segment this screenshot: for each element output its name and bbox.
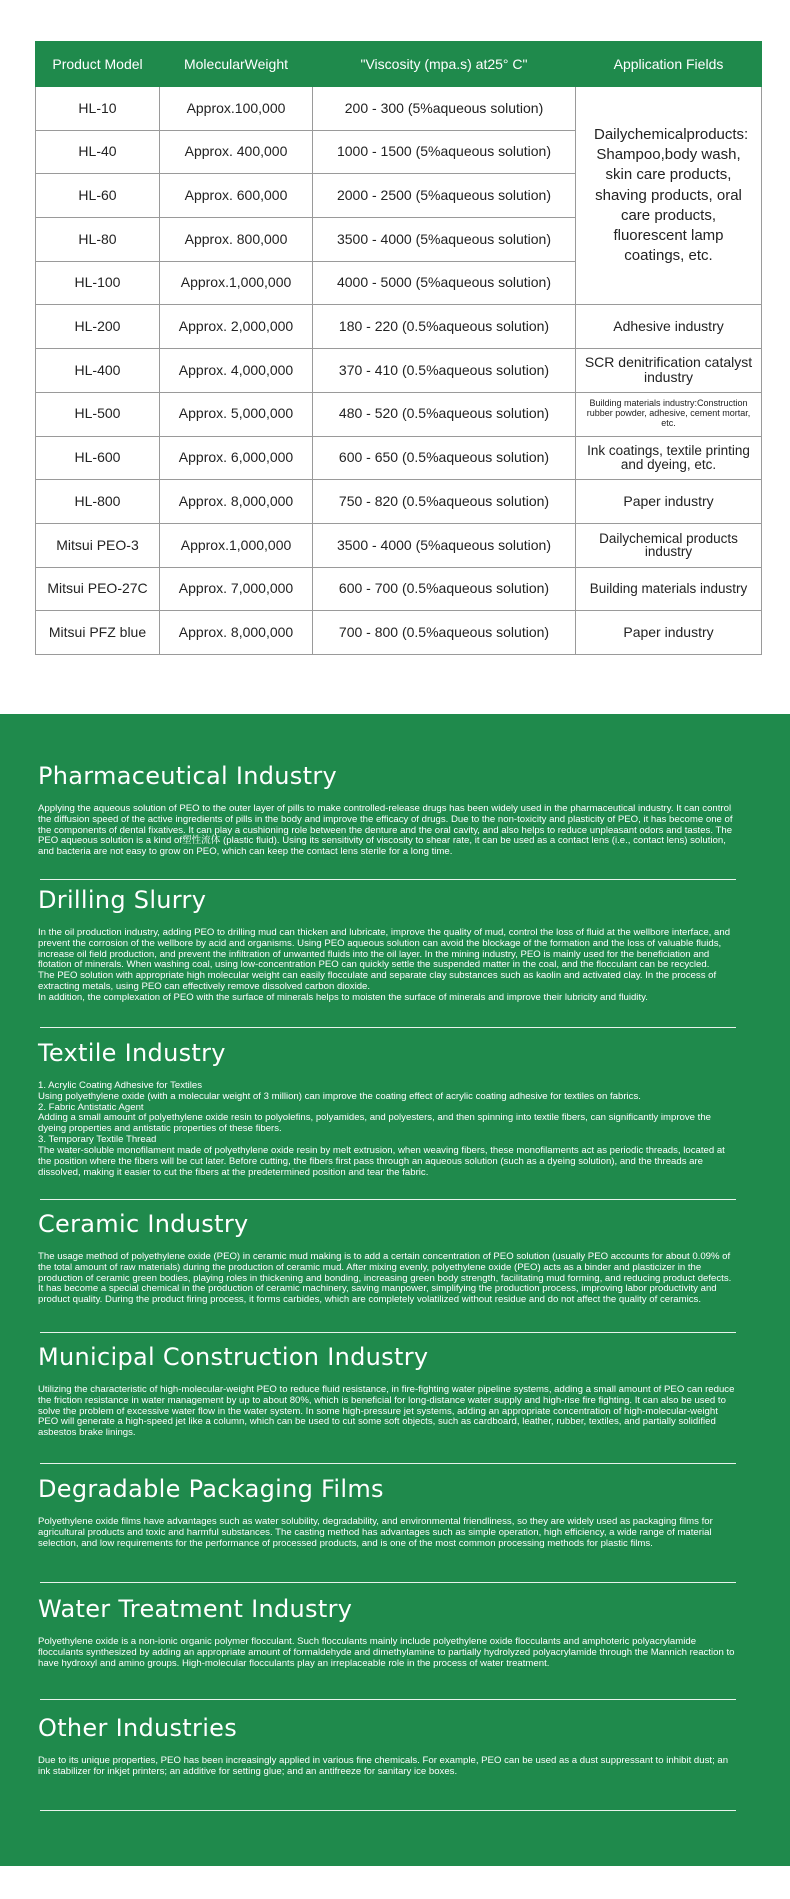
cell-weight: Approx. 6,000,000 (160, 436, 313, 480)
cell-weight: Approx. 7,000,000 (160, 567, 313, 611)
cell-model: HL-80 (36, 218, 160, 262)
cell-model: HL-500 (36, 392, 160, 436)
cell-weight: Approx. 8,000,000 (160, 611, 313, 655)
cell-application-merged: Dailychemicalproducts: Shampoo,body wash, skin care products, shaving products, oral care products, fluorescent lamp coatings, etc. (576, 87, 762, 305)
cell-model: Mitsui PEO-3 (36, 523, 160, 567)
section-title: Ceramic Industry (38, 1210, 249, 1238)
cell-weight: Approx.100,000 (160, 87, 313, 131)
cell-viscosity: 600 - 700 (0.5%aqueous solution) (313, 567, 576, 611)
section-divider (40, 1199, 736, 1200)
table-header-row (36, 42, 762, 87)
section-title: Drilling Slurry (38, 886, 207, 914)
applications-panel (0, 714, 790, 1866)
table-row (36, 392, 762, 436)
cell-model: HL-400 (36, 349, 160, 393)
section-divider (40, 1332, 736, 1333)
cell-model: HL-10 (36, 87, 160, 131)
cell-application: Building materials industry (576, 567, 762, 611)
cell-weight: Approx. 2,000,000 (160, 305, 313, 349)
section-divider (40, 1699, 736, 1700)
section-body: 1. Acrylic Coating Adhesive for Textiles Using polyethylene oxide (with a molecular weight of 3 million) can improve the coating effect of acrylic coating adhesive for textiles on fabrics. 2. Fabric Antistatic Agent Adding a small amount of polyethylene oxide resin to polyolefins, polyamides, and polyesters, and then spinning into textile fibers, can significantly improve the dyeing properties and antistatic properties of these fibers. 3. Temporary Textile Thread The water-soluble monofilament made of polyethylene oxide resin by melt extrusion, when weaving fibers, these monofilaments act as periodic threads, located at the position where the fibers will be cut later. Before cutting, the fibers first pass through an aqueous solution (such as a dyeing solution), and the threads are dissolved, making it easier to cut the fibers at the predetermined position and tear the fabric. (38, 1080, 725, 1178)
cell-viscosity: 2000 - 2500 (5%aqueous solution) (313, 174, 576, 218)
cell-weight: Approx.1,000,000 (160, 261, 313, 305)
product-table (35, 41, 762, 655)
product-table-container (35, 41, 761, 655)
section-pharmaceutical (38, 762, 738, 858)
section-textile (38, 1039, 738, 1178)
cell-viscosity: 600 - 650 (0.5%aqueous solution) (313, 436, 576, 480)
cell-application: Building materials industry:Construction rubber powder, adhesive, cement mortar, etc. (576, 392, 762, 436)
cell-weight: Approx. 400,000 (160, 130, 313, 174)
header-molecular-weight: MolecularWeight (160, 42, 313, 87)
cell-weight: Approx. 600,000 (160, 174, 313, 218)
cell-viscosity: 370 - 410 (0.5%aqueous solution) (313, 349, 576, 393)
cell-viscosity: 750 - 820 (0.5%aqueous solution) (313, 480, 576, 524)
cell-viscosity: 480 - 520 (0.5%aqueous solution) (313, 392, 576, 436)
section-body: Due to its unique properties, PEO has been increasingly applied in various fine chemicals. For example, PEO can be used as a dust suppressant to inhibit dust; an ink stabilizer for inkjet printers; an additive for setting glue; and an antifreeze for sanitary ice boxes. (38, 1755, 729, 1777)
cell-application: Ink coatings, textile printing and dyeing, etc. (576, 436, 762, 480)
cell-viscosity: 1000 - 1500 (5%aqueous solution) (313, 130, 576, 174)
cell-viscosity: 3500 - 4000 (5%aqueous solution) (313, 218, 576, 262)
cell-model: HL-40 (36, 130, 160, 174)
section-divider (40, 1582, 736, 1583)
section-title: Pharmaceutical Industry (38, 762, 337, 790)
cell-application: SCR denitrification catalyst industry (576, 349, 762, 393)
cell-model: HL-200 (36, 305, 160, 349)
section-divider (40, 1463, 736, 1464)
section-title: Textile Industry (38, 1039, 226, 1067)
section-other-industries (38, 1714, 738, 1778)
cell-viscosity: 4000 - 5000 (5%aqueous solution) (313, 261, 576, 305)
table-row (36, 436, 762, 480)
section-body: Utilizing the characteristic of high-molecular-weight PEO to reduce fluid resistance, in fire-fighting water pipeline systems, adding a small amount of PEO can reduce the friction resistance in water management by up to about 80%, which is beneficial for long-distance water supply and high-rise fire fighting. It can also be used to solve the problem of excessive water flow in the water system. In some high-pressure jet systems, adding an appropriate concentration of high-molecular-weight PEO will generate a high-speed jet like a column, which can be used to cut some soft objects, such as cardboard, leather, rubber, textiles, and partially solidified asbestos brake linings. (38, 1384, 735, 1439)
cell-application: Paper industry (576, 480, 762, 524)
section-body: The usage method of polyethylene oxide (PEO) in ceramic mud making is to add a certain concentration of PEO solution (usually PEO accounts for about 0.09% of the total amount of raw materials) during the production of ceramic mud. After mixing evenly, polyethylene oxide (PEO) acts as a binder and plasticizer in the production of ceramic green bodies, playing roles in thickening and bonding, increasing green body strength, facilitating mud forming, and reducing product defects. It has become a special chemical in the production of ceramic machinery, saving manpower, simplifying the production process, improving labor productivity and product quality. During the product firing process, it forms carbides, which are completely volatilized without residue and do not affect the quality of ceramics. (38, 1251, 732, 1306)
section-divider (40, 1027, 736, 1028)
cell-model: Mitsui PFZ blue (36, 611, 160, 655)
table-row (36, 305, 762, 349)
section-divider (40, 879, 736, 880)
section-body: Polyethylene oxide films have advantages such as water solubility, degradability, and environmental friendliness, so they are widely used as packaging films for agricultural products and toxic and harmful substances. The casting method has advantages such as simple operation, high efficiency, a wide range of material selection, and low requirements for the performance of processed products, and is one of the most common processing methods for plastic films. (38, 1516, 713, 1549)
cell-weight: Approx.1,000,000 (160, 523, 313, 567)
section-title: Other Industries (38, 1714, 238, 1742)
cell-weight: Approx. 800,000 (160, 218, 313, 262)
cell-model: Mitsui PEO-27C (36, 567, 160, 611)
section-degradable-packaging (38, 1475, 738, 1549)
section-divider (40, 1810, 736, 1811)
header-product-model: Product Model (36, 42, 160, 87)
section-title: Water Treatment Industry (38, 1595, 353, 1623)
header-viscosity: "Viscosity (mpa.s) at25° C" (313, 42, 576, 87)
cell-application: Paper industry (576, 611, 762, 655)
cell-model: HL-100 (36, 261, 160, 305)
section-body: Polyethylene oxide is a non-ionic organic polymer flocculant. Such flocculants mainly include polyethylene oxide flocculants and amphoteric polyacrylamide flocculants synthesized by adding an appropriate amount of formaldehyde and dimethylamine to partially hydrolyzed polyacrylamide through the Mannich reaction to have hydroxyl and amino groups. High-molecular flocculants play an irreplaceable role in the process of water treatment. (38, 1636, 735, 1669)
cell-viscosity: 700 - 800 (0.5%aqueous solution) (313, 611, 576, 655)
cell-application: Dailychemical products industry (576, 523, 762, 567)
table-row (36, 87, 762, 131)
cell-model: HL-800 (36, 480, 160, 524)
section-body: Applying the aqueous solution of PEO to the outer layer of pills to make controlled-release drugs has been widely used in the pharmaceutical industry. It can control the diffusion speed of the active ingredients of pills in the body and improve the efficacy of drugs. Due to the non-toxicity and plasticity of PEO, it has become one of the components of dental fixatives. It can play a cushioning role between the denture and the oral cavity, and also helps to reduce unpleasant odors and tastes. The PEO aqueous solution is a kind of塑性流体 (plastic fluid). Using its sensitivity of viscosity to shear rate, it can be used as a contact lens (i.e., contact lens) solution, and bacteria are not easy to grow on PEO, which can keep the contact lens sterile for a long time. (38, 803, 733, 858)
cell-weight: Approx. 4,000,000 (160, 349, 313, 393)
section-water-treatment (38, 1595, 738, 1669)
cell-application: Adhesive industry (576, 305, 762, 349)
section-body: In the oil production industry, adding PEO to drilling mud can thicken and lubricate, improve the quality of mud, control the loss of fluid at the wellbore interface, and prevent the corrosion of the wellbore by acid and organisms. Using PEO aqueous solution can avoid the blockage of the formation and the loss of valuable fluids, increase oil field production, and prevent the infiltration of unwanted fluids into the oil layer. In the mining industry, PEO is mainly used for the beneficiation and flotation of minerals. When washing coal, using low-concentration PEO can quickly settle the suspended matter in the coal, and the flocculant can be recycled. The PEO solution with appropriate high molecular weight can easily flocculate and separate clay substances such as kaolin and activated clay. In the process of extracting metals, using PEO can effectively remove dissolved carbon dioxide. In addition, the complexation of PEO with the surface of minerals helps to moisten the surface of minerals and improve their lubricity and fluidity. (38, 927, 731, 1003)
cell-weight: Approx. 8,000,000 (160, 480, 313, 524)
section-ceramic (38, 1210, 738, 1306)
section-title: Degradable Packaging Films (38, 1475, 384, 1503)
section-title: Municipal Construction Industry (38, 1343, 429, 1371)
table-row (36, 567, 762, 611)
cell-viscosity: 200 - 300 (5%aqueous solution) (313, 87, 576, 131)
section-municipal-construction (38, 1343, 738, 1439)
cell-weight: Approx. 5,000,000 (160, 392, 313, 436)
cell-viscosity: 3500 - 4000 (5%aqueous solution) (313, 523, 576, 567)
table-row (36, 611, 762, 655)
cell-viscosity: 180 - 220 (0.5%aqueous solution) (313, 305, 576, 349)
section-drilling-slurry (38, 886, 738, 1004)
table-row (36, 349, 762, 393)
cell-model: HL-600 (36, 436, 160, 480)
header-application-fields: Application Fields (576, 42, 762, 87)
cell-model: HL-60 (36, 174, 160, 218)
table-row (36, 480, 762, 524)
table-row (36, 523, 762, 567)
